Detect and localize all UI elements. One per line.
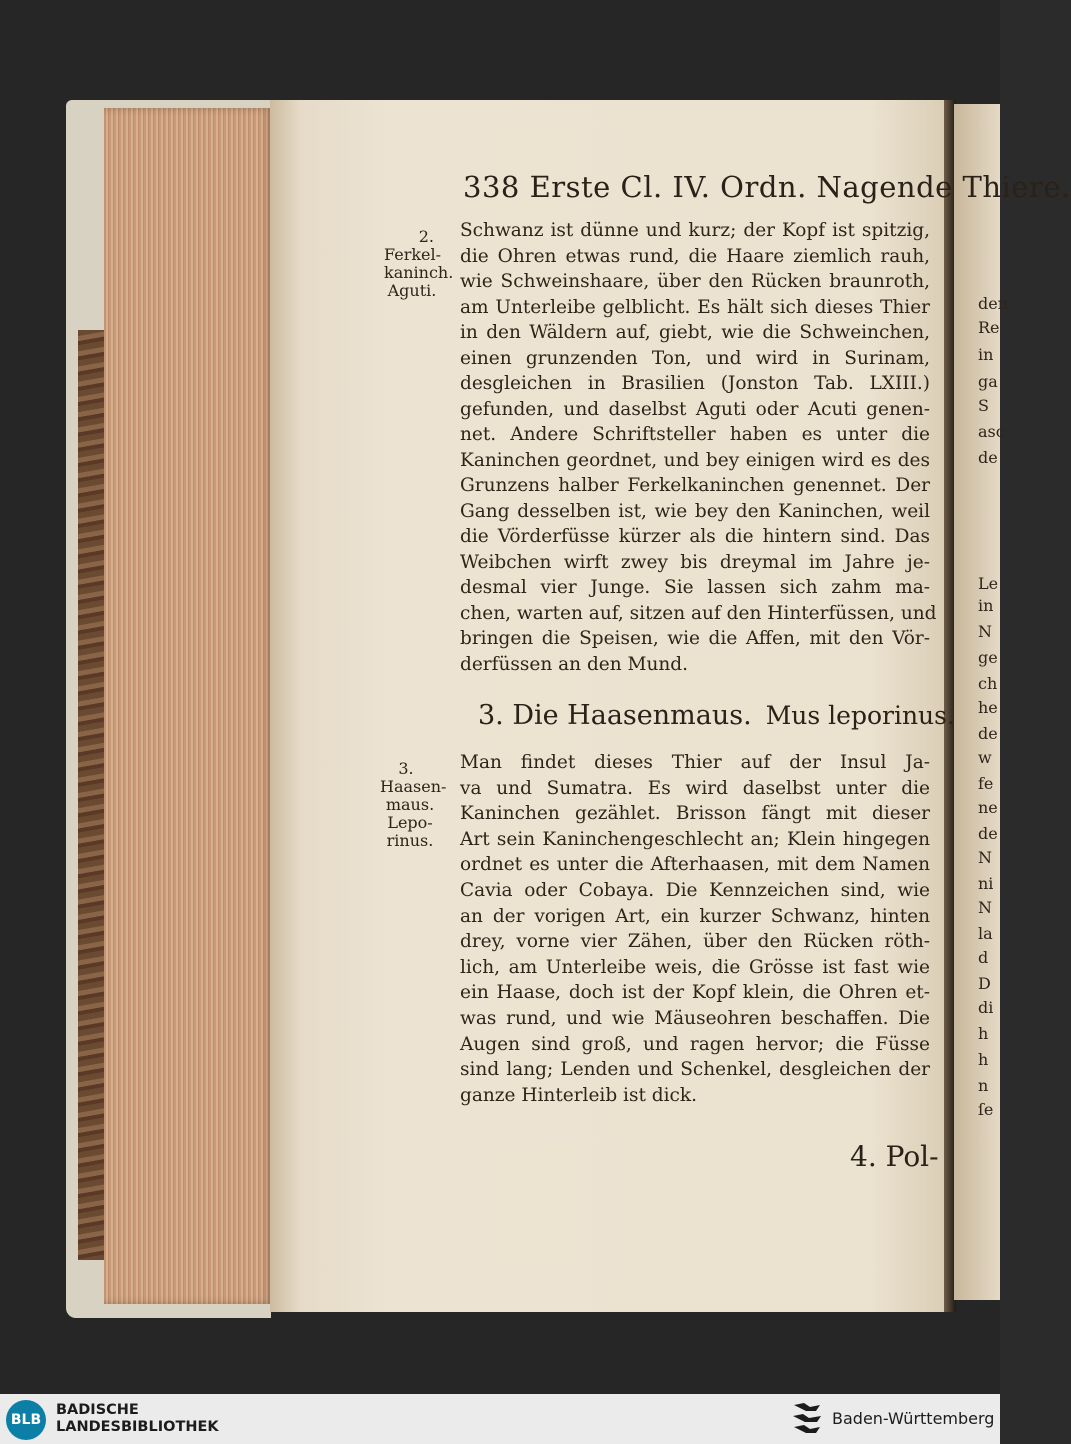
text-line: Man findet dieses Thier auf der Insul Ja- xyxy=(460,752,930,773)
text-line: gefunden, und daselbst Aguti oder Acuti genen- xyxy=(460,398,930,420)
right-page-fragment: ch xyxy=(978,674,998,693)
right-page-fragment: de xyxy=(978,824,998,843)
right-page-fragment: he xyxy=(978,698,998,717)
text-line: desgleichen in Brasilien (Jonston Tab. LXIII.) xyxy=(460,373,930,394)
right-page-fragment: N xyxy=(978,622,992,641)
text-line: ganze Hinterleib ist dick. xyxy=(460,1084,697,1106)
text-line: bringen die Speisen, wie die Affen, mit den Vör- xyxy=(460,628,930,649)
institution-line: LANDESBIBLIOTHEK xyxy=(56,1419,219,1435)
right-page-fragment: N xyxy=(978,898,992,917)
text-line: drey, vorne vier Zähen, über den Rücken röth- xyxy=(460,931,930,953)
margin-note-3 xyxy=(380,759,447,850)
right-page-fragment: d xyxy=(978,948,989,967)
text-line: einen grunzenden Ton, und wird in Surinam, xyxy=(460,347,930,369)
right-page-fragment: N xyxy=(978,848,992,867)
page-edges xyxy=(104,108,272,1304)
text-line: Gang desselben ist, wie bey den Kaninchen, weil xyxy=(460,500,930,522)
margin-note-line: Haasen- xyxy=(380,777,447,796)
right-page-fragment: den xyxy=(978,294,1009,313)
catchword: 4. Pol- xyxy=(850,1140,939,1173)
text-line: an der vorigen Art, ein kurzer Schwanz, hinten xyxy=(460,905,930,927)
right-page-fragment: ge xyxy=(978,648,998,667)
text-line: Art sein Kaninchengeschlecht an; Klein hingegen xyxy=(460,828,930,850)
right-page-fragment: n xyxy=(978,1076,989,1095)
section-latin-name: Mus leporinus. xyxy=(765,701,955,730)
institution-line: BADISCHE xyxy=(56,1402,139,1418)
right-page-fragment: de xyxy=(978,448,998,467)
text-line: Kaninchen gezählet. Brisson fängt mit dieser xyxy=(460,803,930,825)
text-line: die Vörderfüsse kürzer als die hintern sind. Das xyxy=(460,526,930,547)
text-line: was rund, und wie Mäuseohren beschaffen. Die xyxy=(460,1008,930,1029)
text-line: Cavia oder Cobaya. Die Kennzeichen sind, wie xyxy=(460,880,930,901)
blb-logo-icon[interactable]: BLB xyxy=(6,1400,46,1440)
margin-note-line: rinus. xyxy=(386,831,434,850)
text-line: am Unterleibe gelblicht. Es hält sich dieses Thier xyxy=(460,296,930,318)
text-line: wie Schweinshaare, über den Rücken braunroth, xyxy=(460,271,930,292)
text-line: lich, am Unterleibe weis, die Grösse ist fast wie xyxy=(460,956,930,978)
right-page-fragment: asc xyxy=(978,422,1005,441)
margin-note-line: Ferkel- xyxy=(384,245,442,264)
right-page-fragment: Le xyxy=(978,574,999,593)
right-page-fragment: ne xyxy=(978,798,998,817)
text-line: net. Andere Schriftsteller haben es unter die xyxy=(460,424,930,445)
margin-note-line: Lepo- xyxy=(387,813,433,832)
right-page-fragment: Re xyxy=(978,318,1000,337)
text-line: Schwanz ist dünne und kurz; der Kopf ist spitzig, xyxy=(460,220,930,241)
text-line: chen, warten auf, sitzen auf den Hinterfüssen, und xyxy=(460,602,937,624)
right-page-fragment: ſe xyxy=(978,1100,994,1119)
right-page-fragment: D xyxy=(978,974,991,993)
right-page-fragment: ga xyxy=(978,372,998,391)
section-heading xyxy=(478,700,955,731)
margin-note-line: kaninch. xyxy=(384,263,454,282)
right-page-fragment: fe xyxy=(978,774,994,793)
margin-note-number: 2. xyxy=(418,227,434,246)
right-page-fragment: di xyxy=(978,998,994,1017)
margin-note-line: Aguti. xyxy=(387,281,437,300)
text-line: in den Wäldern auf, giebt, wie die Schweinchen, xyxy=(460,322,930,343)
text-line: va und Sumatra. Es wird daselbst unter die xyxy=(460,777,930,799)
right-page-fragment: in xyxy=(978,596,994,615)
text-line: ordnet es unter die Afterhaasen, mit dem Namen xyxy=(460,854,930,876)
margin-note-line: maus. xyxy=(385,795,435,814)
text-line: desmal vier Junge. Sie lassen sich zahm ma- xyxy=(460,577,930,598)
margin-note-2 xyxy=(384,227,454,300)
right-page-fragment: de xyxy=(978,724,998,743)
right-page-fragment: la xyxy=(978,924,993,943)
text-line: Weibchen wirft zwey bis dreymal im Jahre je- xyxy=(460,551,930,573)
text-line: Grunzens halber Ferkelkaninchen genennet. Der xyxy=(460,475,930,496)
right-page-fragment: S xyxy=(978,396,989,415)
text-line: die Ohren etwas rund, die Haare ziemlich rauh, xyxy=(460,245,930,267)
text-line: Kaninchen geordnet, und bey einigen wird es des xyxy=(460,449,930,471)
text-line: sind lang; Lenden und Schenkel, desgleichen der xyxy=(460,1059,930,1081)
state-label[interactable]: Baden-Württemberg xyxy=(832,1409,995,1428)
margin-note-number: 3. xyxy=(398,759,414,778)
section-title: 3. Die Haasenmaus. xyxy=(478,700,752,731)
text-line: Augen sind groß, und ragen hervor; die Füsse xyxy=(460,1033,930,1055)
right-page-fragment: in xyxy=(978,345,994,364)
text-line: ein Haase, doch ist der Kopf klein, die Ohren et- xyxy=(460,982,930,1004)
right-page-fragment: h xyxy=(978,1050,989,1069)
right-page-fragment: w xyxy=(978,748,992,767)
right-page-fragment: h xyxy=(978,1024,989,1043)
right-page-fragment: ni xyxy=(978,874,994,893)
institution-name[interactable] xyxy=(56,1402,219,1436)
state-arms-icon xyxy=(790,1399,824,1437)
running-header: 338 Erste Cl. IV. Ordn. Nagende Thiere. xyxy=(463,170,1071,204)
text-line: derfüssen an den Mund. xyxy=(460,653,689,675)
